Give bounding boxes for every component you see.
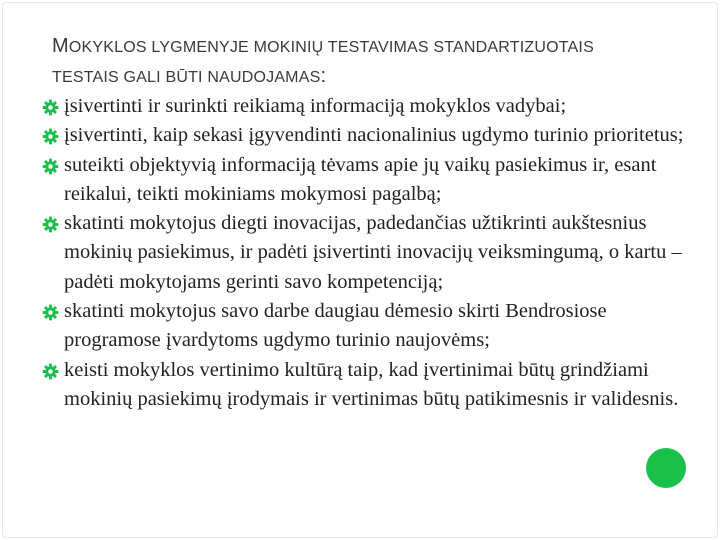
gear-icon	[42, 128, 59, 145]
title-initial: M	[52, 35, 69, 57]
gear-icon	[42, 304, 59, 321]
list-item-text: skatinti mokytojus savo darbe daugiau dėmesio skirti Bendrosiose programose įvardytoms ugdymo turinio naujovėms;	[64, 300, 607, 352]
list-item	[42, 356, 702, 415]
bullet-list	[42, 92, 702, 414]
list-item	[42, 151, 702, 210]
title-line-2	[52, 62, 712, 92]
title-line-2-text: TESTAIS GALI BŪTI NAUDOJAMAS	[52, 69, 321, 86]
list-item-text: skatinti mokytojus diegti inovacijas, padedančias užtikrinti aukštesnius mokinių pasiekimus, ir padėti įsivertinti inovacijų veiksmingumą, o kartu – padėti mokytojams gerinti savo kompetenciją;	[64, 212, 682, 293]
gear-icon	[42, 216, 59, 233]
gear-icon	[42, 99, 59, 116]
title-line-1	[52, 32, 712, 62]
gear-icon	[42, 158, 59, 175]
gear-icon	[42, 363, 59, 380]
list-item	[42, 121, 702, 150]
list-item-text: įsivertinti, kaip sekasi įgyvendinti nacionalinius ugdymo turinio prioritetus;	[64, 124, 684, 147]
slide-title	[52, 32, 712, 92]
list-item	[42, 297, 702, 356]
list-item-text: suteikti objektyvią informaciją tėvams apie jų vaikų pasiekimus ir, esant reikalui, teikti mokiniams mokymosi pagalbą;	[64, 153, 657, 205]
list-item-text: įsivertinti ir surinkti reikiamą informaciją mokyklos vadybai;	[64, 95, 567, 117]
title-colon: :	[320, 65, 327, 87]
list-item-text: keisti mokyklos vertinimo kultūrą taip, kad įvertinimai būtų grindžiami mokinių pasiekimų įrodymais ir vertinimas būtų patikimesnis ir validesnis.	[64, 358, 679, 410]
title-line-1-rest: OKYKLOS LYGMENYJE MOKINIŲ TESTAVIMAS STANDARTIZUOTAIS	[68, 39, 594, 56]
list-item	[42, 209, 702, 297]
list-item	[42, 92, 702, 121]
circle-icon	[646, 448, 686, 488]
